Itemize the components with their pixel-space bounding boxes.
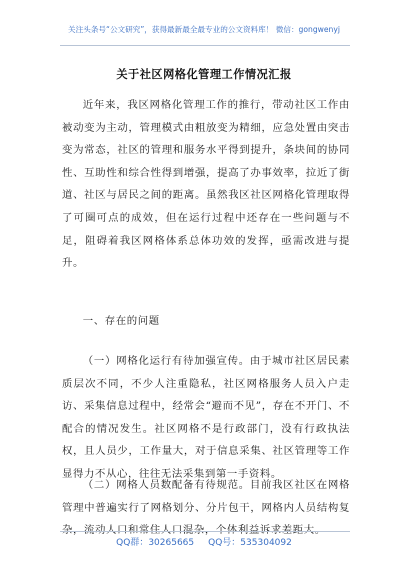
footer-qq-group: QQ群：30265665: [116, 538, 195, 548]
paragraph-staffing: （二）网格人员数配备有待规范。目前我区社区在网格管理中普遍实行了网格划分、分片包干，网格内人员结构复杂，流动人口和常住人口混杂，个体利益诉求差距大。: [62, 479, 350, 537]
footer-qq-number: QQ号：535304092: [208, 538, 292, 548]
footer-divider: [60, 531, 350, 532]
paragraph-intro: 近年来，我区网格化管理工作的推行，带动社区工作由被动变为主动，管理模式由粗放变为精细，应急处置由突击变为常态，社区的管理和服务水平得到提升，条块间的协同性、互助性和综合性得到增强，提高了办事效率，拉近了街道、社区与居民之间的距离。虽然我区社区网格化管理取得了可圈可点的成效，但在运行过程中还存在一些问题与不足，阻碍着我区网格体系总体功效的发挥，亟需改进与提升。: [62, 99, 350, 270]
header-banner: 关注头条号“公文研究”，获得最新最全最专业的公文资料库！ 微信：gongwenyj: [68, 25, 340, 34]
header-divider: [60, 45, 350, 46]
footer: [0, 535, 408, 548]
paragraph-publicity: （一）网格化运行有待加强宣传。由于城市社区居民素质层次不同，不少人注重隐私，社区网格服务人员入户走访、采集信息过程中，经常会“避而不见”，存在不开门、不配合的情况发生。社区网格不是行政部门，没有行政执法权，且人员少，工作量大，对于信息采集、社区管理等工作显得力不从心，往往无法采集到第一手资料。: [62, 355, 350, 480]
document-title: 关于社区网格化管理工作情况汇报: [116, 68, 292, 81]
section-heading-problems: 一、存在的问题: [82, 315, 160, 327]
